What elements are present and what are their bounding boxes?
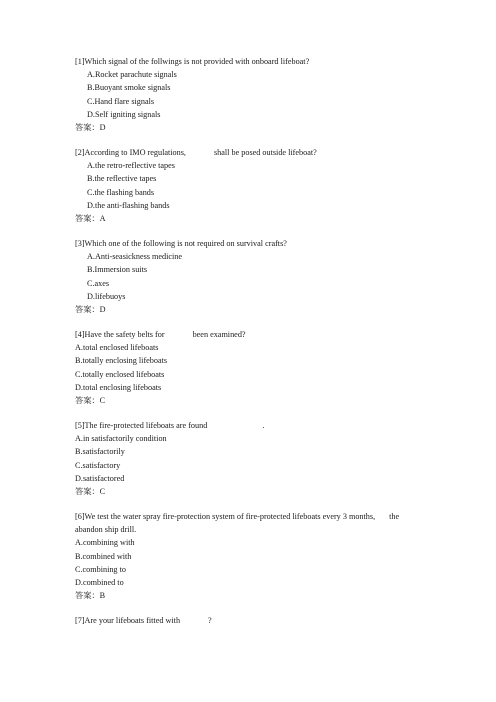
stem-part-1: [7]Are your lifeboats fitted with [75,616,181,625]
question-5 [75,422,435,501]
stem-part-1: [4]Have the safety belts for [75,330,165,339]
question-1 [75,58,435,137]
stem-part-2: ? [208,616,212,625]
question-6 [75,513,437,605]
option-c: C.satisfactory [75,460,121,470]
option-c: C.combining to [75,564,126,574]
answer-line: 答案：D [75,122,106,132]
option-d: D.Self igniting signals [87,109,161,119]
option-d: D.total enclosing lifeboats [75,382,162,392]
stem-part-2: shall be posed outside lifeboat? [213,148,317,157]
option-b: B.the reflective tapes [87,174,157,184]
question-3 [75,240,435,319]
answer-line: 答案：C [75,486,106,496]
option-a: A.in satisfactorily condition [75,434,167,444]
question-stem [75,617,435,630]
option-b: B.totally enclosing lifeboats [75,356,168,366]
stem-part-1: [6]We test the water spray fire-protection system of fire-protected lifeboats every 3 months, [75,512,376,521]
question-7 [75,617,435,630]
question-stem: [3]Which one of the following is not required on survival crafts? [75,239,287,248]
option-c: C.totally enclosed lifeboats [75,369,165,379]
stem-part-1: [2]According to IMO regulations, [75,148,186,157]
answer-line: 答案：D [75,304,106,314]
option-c: C.axes [87,278,110,288]
stem-part-1: [5]The fire-protected lifeboats are found [75,421,208,430]
option-d: D.the anti-flashing bands [87,200,170,210]
option-b: B.Buoyant smoke signals [87,83,171,93]
question-stem: [1]Which signal of the follwings is not provided with onboard lifeboat? [75,57,310,66]
option-a: A.the retro-reflective tapes [87,161,175,171]
answer-line: 答案：C [75,395,106,405]
answer-line: 答案：B [75,591,106,601]
option-a: A.total enclosed lifeboats [75,343,159,353]
option-c: C.the flashing bands [87,187,155,197]
stem-part-2: the [389,512,400,521]
option-d: D.combined to [75,577,124,587]
question-stem-line-2: abandon ship drill. [75,525,137,535]
option-a: A.combining with [75,538,135,548]
option-b: B.Immersion suits [87,265,148,275]
option-a: A.Anti-seasickness medicine [87,252,183,262]
question-2 [75,149,435,228]
option-d: D.lifebuoys [87,291,126,301]
option-b: B.combined with [75,551,132,561]
option-c: C.Hand flare signals [87,96,155,106]
option-b: B.satisfactorily [75,447,125,457]
option-a: A.Rocket parachute signals [87,70,177,80]
answer-line: 答案：A [75,213,106,223]
stem-part-2: been examined? [192,330,246,339]
question-4 [75,331,435,410]
option-d: D.satisfactored [75,473,125,483]
stem-part-2: . [262,421,265,430]
